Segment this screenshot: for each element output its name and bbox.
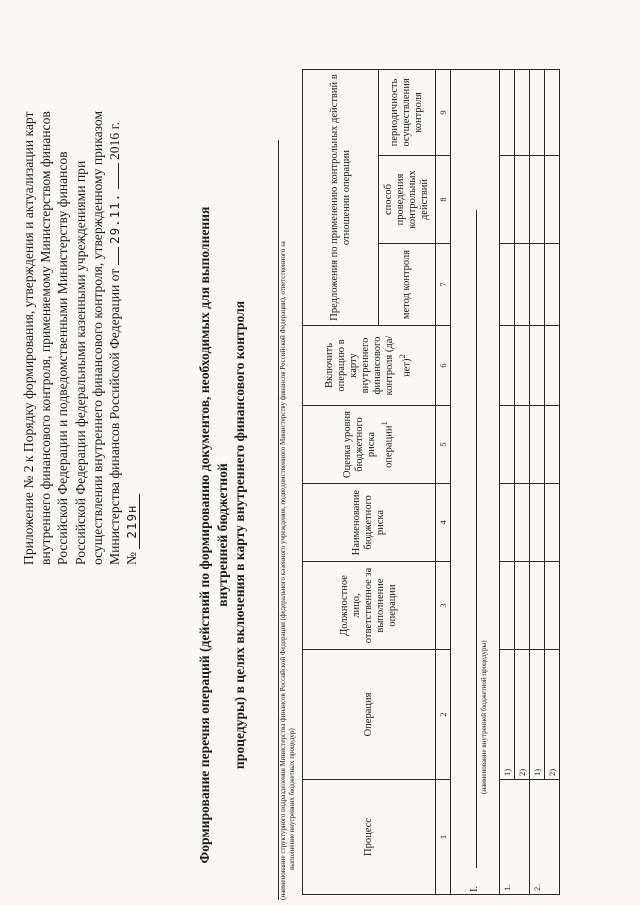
procedure-section-cell — [451, 70, 500, 895]
table-cell — [500, 484, 515, 562]
table-cell — [530, 244, 545, 326]
table-cell — [530, 326, 545, 406]
column-number: 9 — [436, 70, 451, 156]
header-process: Процесс — [303, 780, 436, 895]
operation-number: 1) — [530, 650, 545, 780]
operation-number: 1) — [500, 650, 515, 780]
order-number: 219н — [124, 495, 140, 549]
header-proposals: Предложения по применению контрольных действий в отношении операции — [303, 70, 379, 326]
table-cell — [500, 156, 515, 244]
operation-number: 2) — [515, 650, 530, 780]
table-cell — [545, 406, 560, 484]
order-date-year: 2016 г. — [107, 121, 123, 160]
table-cell — [500, 406, 515, 484]
column-number: 7 — [436, 244, 451, 326]
column-number: 4 — [436, 484, 451, 562]
table-row — [530, 70, 545, 895]
table-cell — [545, 326, 560, 406]
column-number: 6 — [436, 326, 451, 406]
procedure-section-number: I. — [469, 885, 480, 892]
header-method: метод контроля — [379, 244, 436, 326]
annex-line-1: Приложение № 2 к Порядку формирования, утверждения и актуализации карт — [21, 111, 36, 565]
title-line-2: процедуры) в целях включения в карту внутреннего финансового контроля — [232, 300, 247, 770]
process-number: 2. — [530, 780, 560, 895]
header-responsible: Должностное лицо, ответственное за выполнение операции — [303, 562, 436, 650]
annex-line-6-prefix: Министерства финансов Российской Федерации от — [107, 268, 123, 565]
table-cell — [500, 244, 515, 326]
table-row — [515, 70, 530, 895]
table-cell — [530, 406, 545, 484]
table-cell — [515, 70, 530, 156]
operations-table — [302, 69, 560, 895]
column-numbers-row — [436, 70, 451, 895]
document-title — [196, 205, 249, 865]
table-cell — [515, 562, 530, 650]
header-operation: Операция — [303, 650, 436, 780]
annex-line-5: осуществлении внутреннего финансового контроля, утвержденному приказом — [89, 110, 105, 565]
header-include: Включить операцию в карту внутреннего финансового контроля $(да/нет)^2$ — [303, 326, 436, 406]
column-number: 5 — [436, 406, 451, 484]
order-date-day: 29.11. — [107, 192, 123, 244]
table-cell — [530, 70, 545, 156]
column-number: 1 — [436, 780, 451, 895]
order-number-prefix: № — [124, 552, 140, 565]
table-cell — [545, 156, 560, 244]
header-risk-level: Оценка уровня бюджетного риска операции$^1$ — [303, 406, 436, 484]
annex-line-7 — [123, 75, 140, 565]
procedure-name-line — [476, 210, 477, 868]
column-number: 2 — [436, 650, 451, 780]
header-risk-name: Наименование бюджетного риска — [303, 484, 436, 562]
table-cell — [545, 70, 560, 156]
table-cell — [515, 326, 530, 406]
header-way: способ проведения контрольных действий — [379, 156, 436, 244]
unit-caption-line-1: (наименование структурного подразделения Министерства финансов Российской Федерации (федерального казенного учреждения, подведомственного Министерству финансов Российской Федерации), ответственного за — [278, 140, 288, 900]
annex-line-6 — [106, 75, 123, 565]
column-number: 8 — [436, 156, 451, 244]
header-periodicity: периодичность осуществления контроля — [379, 70, 436, 156]
table-cell — [545, 484, 560, 562]
table-cell — [500, 562, 515, 650]
annex-line-3: Российской Федерации и подведомственными Министерству финансов — [55, 151, 71, 565]
table-row — [500, 70, 515, 895]
table-cell — [530, 562, 545, 650]
table-cell — [545, 562, 560, 650]
table-row — [545, 70, 560, 895]
annex-line-4: Российской Федерации федеральными казенными учреждениями при — [72, 160, 88, 565]
table-cell — [515, 156, 530, 244]
column-number: 3 — [436, 562, 451, 650]
process-number: 1. — [500, 780, 530, 895]
table-cell — [530, 484, 545, 562]
table-cell — [515, 406, 530, 484]
table-cell — [545, 244, 560, 326]
table-cell — [515, 244, 530, 326]
annex-line-2: внутреннего финансового контроля, применяемому Министерством финансов — [38, 111, 54, 565]
table-cell — [500, 326, 515, 406]
table-cell — [515, 484, 530, 562]
annex-header — [20, 75, 140, 565]
unit-caption — [278, 140, 296, 900]
procedure-name-caption: (наименование внутренней бюджетной процедуры) — [480, 640, 488, 794]
unit-caption-line-2: выполнение внутренних бюджетных процедур) — [287, 728, 296, 870]
title-line-1: Формирование перечня операций (действий по формированию документов, необходимых для выполнения внутренней бюджетной — [197, 206, 230, 864]
operation-number: 2) — [545, 650, 560, 780]
table-cell — [500, 70, 515, 156]
procedure-section-row — [451, 70, 500, 895]
table-cell — [530, 156, 545, 244]
